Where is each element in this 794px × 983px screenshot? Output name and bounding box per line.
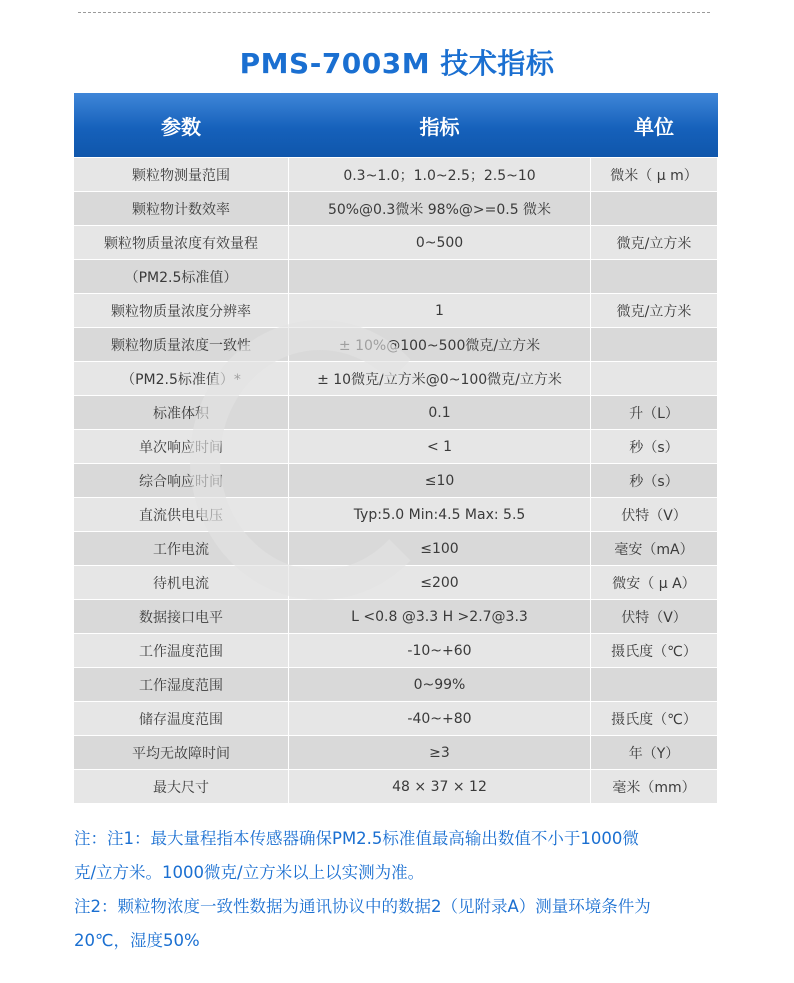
table-row	[74, 736, 718, 770]
table-header-row	[74, 93, 718, 158]
cell-spec: ± 10微克/立方米@0~100微克/立方米	[289, 362, 591, 396]
cell-spec: 48 × 37 × 12	[289, 770, 591, 804]
cell-parameter: 最大尺寸	[74, 770, 289, 804]
cell-spec: ≤200	[289, 566, 591, 600]
cell-parameter: 颗粒物质量浓度分辨率	[74, 294, 289, 328]
table-row	[74, 430, 718, 464]
note-line: 注：注1：最大量程指本传感器确保PM2.5标准值最高输出数值不小于1000微	[74, 829, 639, 848]
cell-unit: 微安（ μ A）	[591, 566, 718, 600]
cell-spec: Typ:5.0 Min:4.5 Max: 5.5	[289, 498, 591, 532]
cell-parameter: 综合响应时间	[74, 464, 289, 498]
header-parameter: 参数	[74, 93, 289, 158]
spec-table	[73, 93, 718, 804]
cell-unit	[591, 192, 718, 226]
note-line: 克/立方米。1000微克/立方米以上以实测为准。	[74, 863, 425, 882]
table-row	[74, 328, 718, 362]
table-row	[74, 226, 718, 260]
top-dashed-divider	[78, 12, 710, 13]
table-row	[74, 668, 718, 702]
table-row	[74, 702, 718, 736]
cell-unit: 伏特（V）	[591, 498, 718, 532]
cell-parameter: 工作湿度范围	[74, 668, 289, 702]
table-row	[74, 600, 718, 634]
table-row	[74, 260, 718, 294]
header-unit: 单位	[591, 93, 718, 158]
cell-unit: 毫米（mm）	[591, 770, 718, 804]
cell-parameter: 数据接口电平	[74, 600, 289, 634]
table-row	[74, 566, 718, 600]
cell-parameter: 单次响应时间	[74, 430, 289, 464]
cell-unit: 秒（s）	[591, 430, 718, 464]
cell-parameter: 颗粒物计数效率	[74, 192, 289, 226]
page-title: PMS-7003M 技术指标	[239, 47, 555, 80]
cell-spec: 0.1	[289, 396, 591, 430]
cell-parameter: 储存温度范围	[74, 702, 289, 736]
cell-parameter: （PM2.5标准值）	[74, 260, 289, 294]
cell-spec: 0~99%	[289, 668, 591, 702]
note-line: 注2：颗粒物浓度一致性数据为通讯协议中的数据2（见附录A）测量环境条件为	[74, 897, 651, 916]
cell-spec: 0.3~1.0；1.0~2.5；2.5~10	[289, 158, 591, 192]
table-row	[74, 770, 718, 804]
cell-parameter: 颗粒物质量浓度有效量程	[74, 226, 289, 260]
cell-parameter: 待机电流	[74, 566, 289, 600]
cell-parameter: 颗粒物测量范围	[74, 158, 289, 192]
cell-spec: ≤10	[289, 464, 591, 498]
cell-unit: 摄氏度（℃）	[591, 702, 718, 736]
cell-parameter: 工作电流	[74, 532, 289, 566]
cell-unit: 年（Y）	[591, 736, 718, 770]
cell-parameter: 工作温度范围	[74, 634, 289, 668]
cell-spec: -40~+80	[289, 702, 591, 736]
cell-spec: 50%@0.3微米 98%@>=0.5 微米	[289, 192, 591, 226]
cell-parameter: 颗粒物质量浓度一致性	[74, 328, 289, 362]
table-row	[74, 498, 718, 532]
cell-spec: ± 10%@100~500微克/立方米	[289, 328, 591, 362]
cell-unit: 微米（ μ m）	[591, 158, 718, 192]
header-spec: 指标	[289, 93, 591, 158]
cell-unit	[591, 668, 718, 702]
table-row	[74, 634, 718, 668]
cell-unit: 微克/立方米	[591, 226, 718, 260]
cell-spec: -10~+60	[289, 634, 591, 668]
cell-spec: L <0.8 @3.3 H >2.7@3.3	[289, 600, 591, 634]
cell-parameter: 直流供电电压	[74, 498, 289, 532]
table-row	[74, 158, 718, 192]
notes-block	[74, 822, 734, 958]
cell-spec: < 1	[289, 430, 591, 464]
cell-parameter: 标准体积	[74, 396, 289, 430]
cell-spec	[289, 260, 591, 294]
cell-parameter: 平均无故障时间	[74, 736, 289, 770]
cell-unit	[591, 328, 718, 362]
table-row	[74, 192, 718, 226]
cell-unit: 伏特（V）	[591, 600, 718, 634]
table-row	[74, 294, 718, 328]
table-row	[74, 396, 718, 430]
cell-spec: ≥3	[289, 736, 591, 770]
cell-unit: 摄氏度（℃）	[591, 634, 718, 668]
cell-parameter: （PM2.5标准值）*	[74, 362, 289, 396]
cell-spec: ≤100	[289, 532, 591, 566]
table-row	[74, 362, 718, 396]
note-line: 20℃，湿度50%	[74, 931, 200, 950]
cell-unit: 升（L）	[591, 396, 718, 430]
cell-unit: 秒（s）	[591, 464, 718, 498]
table-row	[74, 532, 718, 566]
cell-unit	[591, 260, 718, 294]
cell-spec: 0~500	[289, 226, 591, 260]
cell-unit: 微克/立方米	[591, 294, 718, 328]
cell-spec: 1	[289, 294, 591, 328]
table-row	[74, 464, 718, 498]
cell-unit: 毫安（mA）	[591, 532, 718, 566]
cell-unit	[591, 362, 718, 396]
